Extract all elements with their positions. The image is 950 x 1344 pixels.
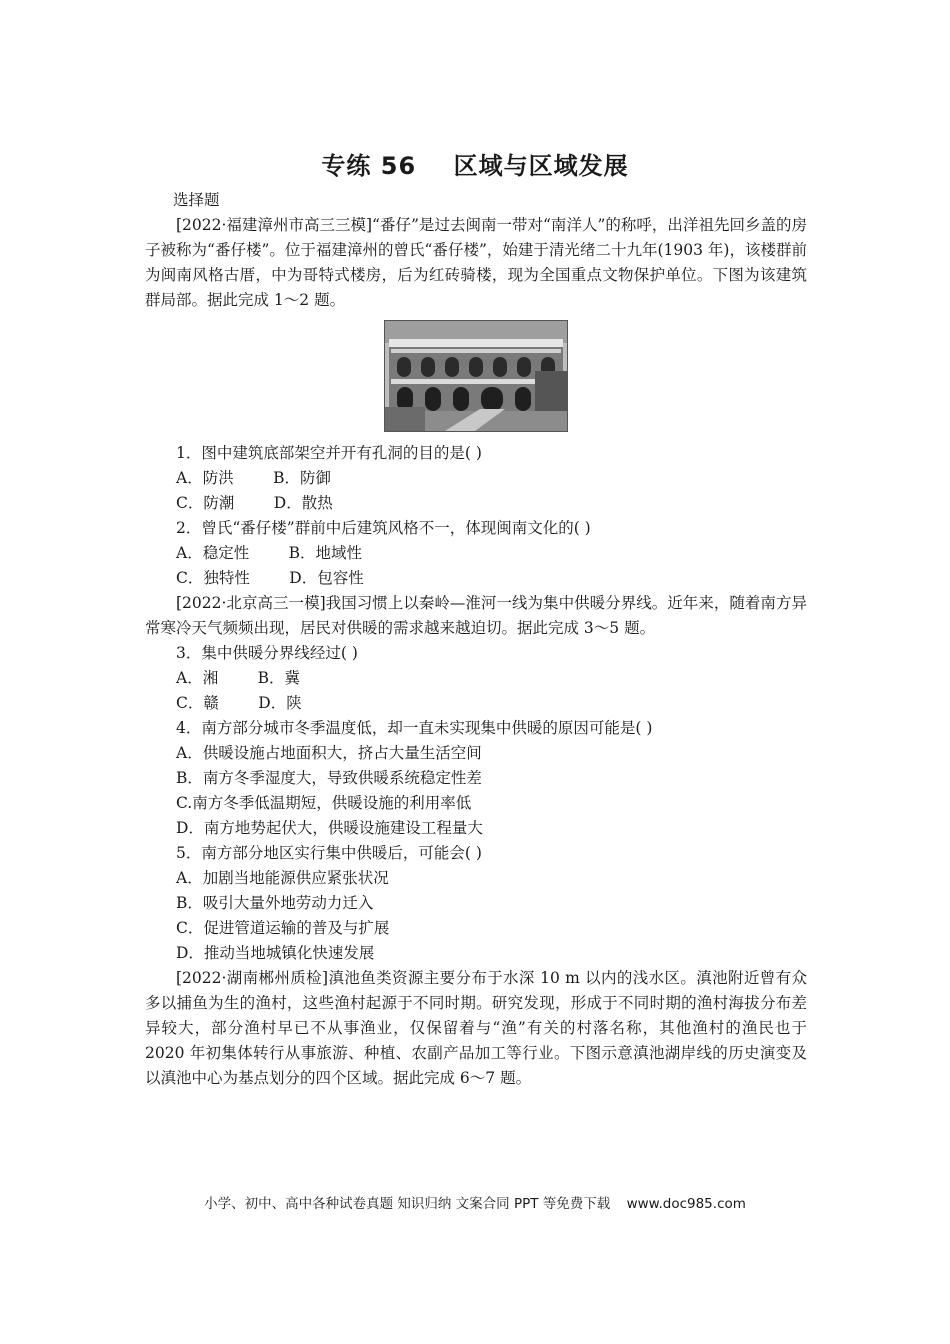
passage-3: [2022·湖南郴州质检]滇池鱼类资源主要分布于水深 10 m 以内的浅水区。滇池附近曾有众多以捕鱼为生的渔村，这些渔村起源于不同时期。研究发现，形成于不同时期的渔村海拔分布差异较大，部分渔村早已不从事渔业，仅保留着与“渔”有关的村落名称，其他渔村的渔民也于 2020 年初集体转行从事旅游、种植、农副产品加工等行业。下图示意滇池湖岸线的历史演变及以滇池中心为基点划分的四个区域。据此完成 6～7 题。: [145, 969, 807, 1087]
question-2-options-row-2: C．独特性 D．包容性: [176, 569, 364, 587]
question-2-options-row-1: A．稳定性 B．地域性: [176, 544, 363, 562]
passage-1: [2022·福建漳州市高三三模]“番仔”是过去闽南一带对“南洋人”的称呼，出洋祖先回乡盖的房子被称为“番仔楼”。位于福建漳州的曾氏“番仔楼”，始建于清光绪二十九年(1903 年)，该楼群前为闽南风格古厝，中为哥特式楼房，后为红砖骑楼，现为全国重点文物保护单位。下图为该建筑群局部。据此完成 1～2 题。: [145, 216, 807, 309]
question-4: 4．南方部分城市冬季温度低，却一直未实现集中供暖的原因可能是( ): [176, 719, 653, 737]
passage-2: [2022·北京高三一模]我国习惯上以秦岭—淮河一线为集中供暖分界线。近年来，随着南方异常寒冷天气频频出现，居民对供暖的需求越来越迫切。据此完成 3～5 题。: [145, 594, 807, 637]
question-5-option-c: C．促进管道运输的普及与扩展: [176, 919, 390, 937]
footer-text: 小学、初中、高中各种试卷真题 知识归纳 文案合同 PPT 等免费下载: [204, 1196, 611, 1212]
question-2: 2．曾氏“番仔楼”群前中后建筑风格不一，体现闽南文化的( ): [176, 519, 591, 537]
section-label: 选择题: [173, 191, 220, 209]
question-4-option-a: A．供暖设施占地面积大，挤占大量生活空间: [176, 744, 482, 762]
question-4-option-c: C.南方冬季低温期短，供暖设施的利用率低: [176, 794, 472, 812]
question-1-options-row-1: A．防洪 B．防御: [176, 469, 332, 487]
question-5: 5．南方部分地区实行集中供暖后，可能会( ): [176, 844, 482, 862]
page-footer: [0, 1192, 950, 1212]
question-3: 3．集中供暖分界线经过( ): [176, 644, 358, 662]
question-3-options-row-1: A．湘 B．冀: [176, 669, 301, 687]
question-1-options-row-2: C．防潮 D．散热: [176, 494, 333, 512]
question-5-option-d: D．推动当地城镇化快速发展: [176, 944, 375, 962]
question-5-option-b: B．吸引大量外地劳动力迁入: [176, 894, 374, 912]
document-body: [145, 188, 807, 1091]
page-title: 专练 56 区域与区域发展: [321, 152, 629, 180]
question-3-options-row-2: C．赣 D．陕: [176, 694, 302, 712]
question-1: 1．图中建筑底部架空并开有孔洞的目的是( ): [176, 444, 482, 462]
building-photo-icon: [384, 320, 568, 432]
question-4-option-d: D．南方地势起伏大，供暖设施建设工程量大: [176, 819, 483, 837]
question-4-option-b: B．南方冬季湿度大，导致供暖系统稳定性差: [176, 769, 482, 787]
question-5-option-a: A．加剧当地能源供应紧张状况: [176, 869, 389, 887]
footer-link[interactable]: www.doc985.com: [626, 1196, 746, 1212]
